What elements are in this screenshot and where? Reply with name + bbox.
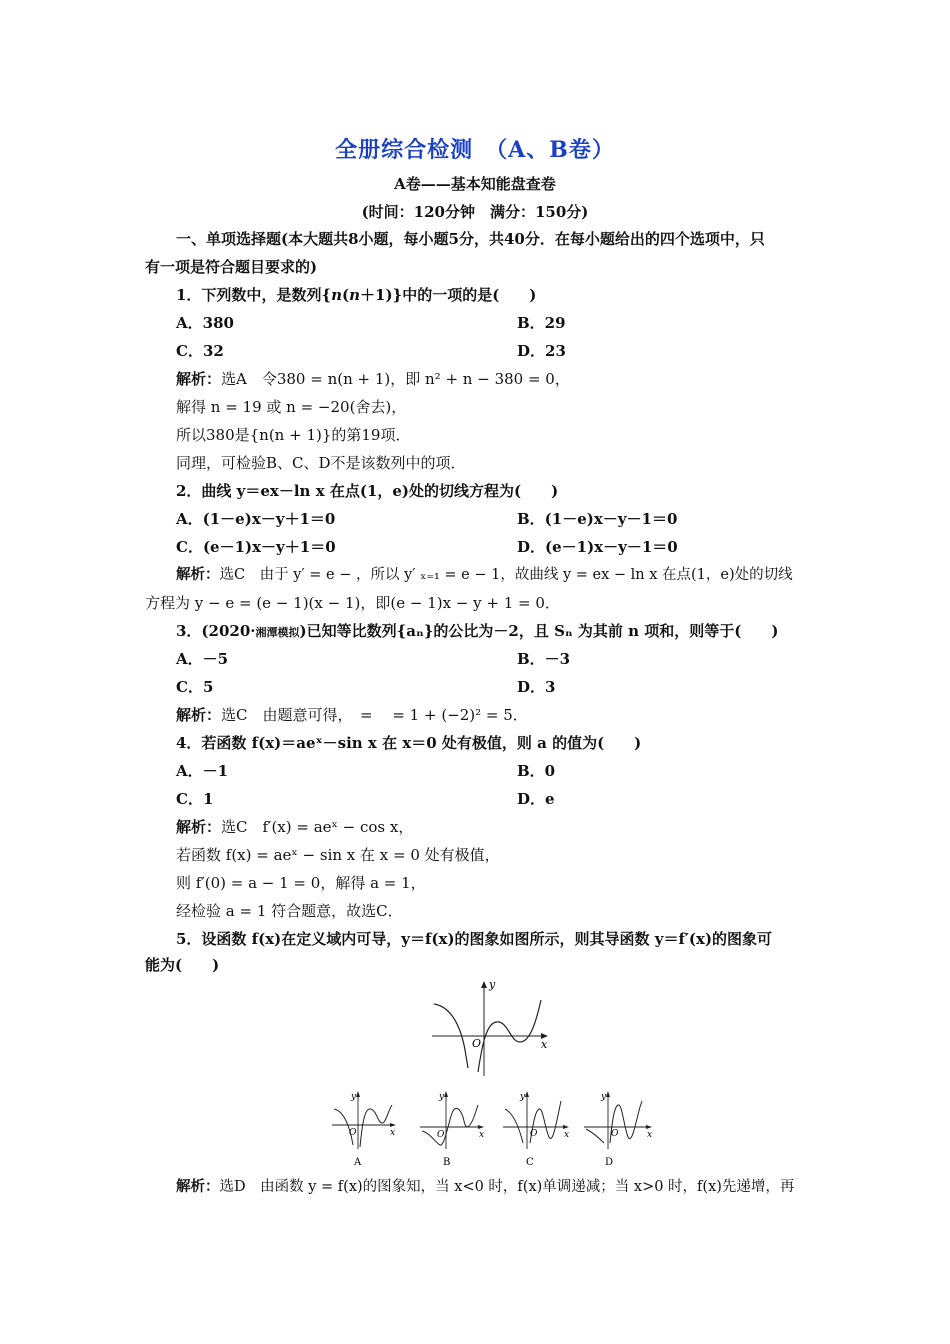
question-1-stem: 1．下列数中，是数列{n(n＋1)}中的一项的是( ) xyxy=(176,286,537,304)
function-graph-figure xyxy=(426,976,556,1078)
q1-option-c: C．32 xyxy=(176,342,224,360)
option-b-graph xyxy=(416,1087,488,1169)
q5-solution-line1: 解析：选D 由函数 y = f(x)的图象知，当 x<0 时，f(x)单调递减；当 x>0 时，f(x)先递增，再 xyxy=(176,1178,795,1195)
q2-option-d: D．(e－1)x－y－1＝0 xyxy=(517,538,678,556)
option-a-label: A xyxy=(354,1157,362,1168)
svg-text:x: x xyxy=(564,1130,570,1140)
option-b-label: B xyxy=(443,1157,451,1168)
page-title: 全册综合检测 （A、B卷） xyxy=(335,137,615,163)
q4-option-c: C．1 xyxy=(176,790,214,808)
q3-option-b: B．－3 xyxy=(517,650,571,668)
svg-text:y: y xyxy=(351,1092,357,1102)
option-a-graph xyxy=(330,1087,400,1169)
q1-solution-line3: 所以380是{n(n + 1)}的第19项． xyxy=(176,426,411,444)
q4-solution-line4: 经检验 a = 1 符合题意，故选C． xyxy=(176,902,403,920)
page-subtitle: A卷——基本知能盘查卷 xyxy=(394,175,556,193)
exam-time-info: (时间：120分钟 满分：150分) xyxy=(361,203,589,221)
q2-option-a: A．(1－e)x－y＋1＝0 xyxy=(176,510,336,528)
q4-solution-line1: 解析：选C f′(x) = aeˣ − cos x， xyxy=(176,818,414,836)
section-header: 一、单项选择题(本大题共8小题，每小题5分，共40分．在每小题给出的四个选项中，只 xyxy=(176,230,765,248)
q2-solution-line1: 解析：选C 由于 y′ = e − ，所以 y′ ₓ₌₁ = e − 1，故曲线 y = ex − ln x 在点(1，e)处的切线 xyxy=(176,566,793,583)
svg-text:x: x xyxy=(647,1130,653,1140)
q4-option-a: A．－1 xyxy=(176,762,229,780)
question-5-stem: 5．设函数 f(x)在定义域内可导，y＝f(x)的图象如图所示，则其导函数 y＝f′(x)的图象可 xyxy=(176,930,773,948)
svg-text:x: x xyxy=(390,1128,396,1138)
q1-solution-line4: 同理，可检验B、C、D不是该数列中的项． xyxy=(176,454,466,472)
svg-text:O: O xyxy=(611,1129,619,1139)
x-axis-label: x xyxy=(541,1038,548,1051)
option-d-label: D xyxy=(605,1157,614,1168)
q3-option-a: A．－5 xyxy=(176,650,229,668)
question-5-stem-cont: 能为( ) xyxy=(145,956,220,974)
question-4-stem: 4．若函数 f(x)＝aeˣ－sin x 在 x＝0 处有极值，则 a 的值为( ) xyxy=(176,734,642,752)
question-3-stem: 3．(2020·湘潭模拟)已知等比数列{aₙ}的公比为－2，且 Sₙ 为其前 n 项和，则等于( ) xyxy=(176,622,779,640)
q3-option-c: C．5 xyxy=(176,678,214,696)
q1-option-b: B．29 xyxy=(517,314,566,332)
q4-solution-line2: 若函数 f(x) = aeˣ − sin x 在 x = 0 处有极值， xyxy=(176,846,500,864)
q4-option-b: B．0 xyxy=(517,762,556,780)
q1-solution-line1: 解析：选A 令380 = n(n + 1)，即 n² + n − 380 = 0， xyxy=(176,370,570,388)
source-tag: 湘潭模拟 xyxy=(255,626,300,639)
svg-text:O: O xyxy=(530,1129,538,1139)
q1-option-a: A．380 xyxy=(176,314,234,332)
svg-text:y: y xyxy=(601,1092,607,1102)
svg-text:O: O xyxy=(437,1130,445,1140)
q1-solution-line2: 解得 n = 19 或 n = −20(舍去)， xyxy=(176,398,407,416)
svg-text:O: O xyxy=(349,1128,357,1138)
option-c-graph xyxy=(499,1087,574,1169)
svg-text:x: x xyxy=(479,1130,485,1140)
q4-option-d: D．e xyxy=(517,790,555,808)
svg-text:y: y xyxy=(520,1092,526,1102)
option-d-graph xyxy=(580,1087,658,1169)
q2-option-c: C．(e－1)x－y＋1＝0 xyxy=(176,538,336,556)
y-axis-label: y xyxy=(489,978,496,991)
q2-solution-line2: 方程为 y − e = (e − 1)(x − 1)，即(e − 1)x − y + 1 = 0． xyxy=(145,594,560,612)
question-2-stem: 2．曲线 y＝ex－ln x 在点(1，e)处的切线方程为( ) xyxy=(176,482,559,500)
q2-option-b: B．(1－e)x－y－1＝0 xyxy=(517,510,678,528)
q1-option-d: D．23 xyxy=(517,342,566,360)
q4-solution-line3: 则 f′(0) = a − 1 = 0，解得 a = 1， xyxy=(176,874,426,892)
svg-text:y: y xyxy=(439,1092,445,1102)
q3-option-d: D．3 xyxy=(517,678,556,696)
q3-solution-line1: 解析：选C 由题意可得， = = 1 + (−2)² = 5． xyxy=(176,706,528,724)
section-header-cont: 有一项是符合题目要求的) xyxy=(145,258,318,276)
option-c-label: C xyxy=(526,1157,534,1168)
origin-label: O xyxy=(472,1037,482,1050)
